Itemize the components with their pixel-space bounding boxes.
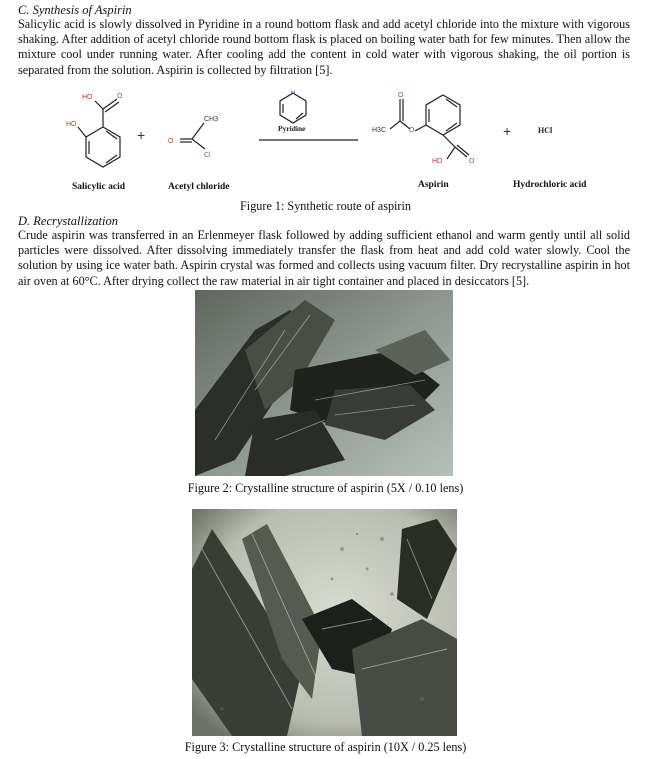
reaction-scheme bbox=[0, 85, 651, 215]
atom-n: N bbox=[291, 91, 296, 97]
atom-ho-bottom: HO bbox=[432, 158, 443, 165]
atom-o-bottom: O bbox=[469, 158, 475, 165]
section-d-paragraph: Crude aspirin was transferred in an Erlenmeyer flask followed by adding sufficient ethanol and warm gently until all solid particles were dissolved. After dissolving immediately transfer the flask from heat and add cold water slowly. Cool the solution by using ice water bath. Aspirin crystal was formed and collects using vacuum filter. Dry recrystalline aspirin in hot air oven at 60°C. After drying collect the raw material in air tight container and placed in desiccators [5]. bbox=[18, 228, 630, 288]
label-salicylic-acid: Salicylic acid bbox=[72, 182, 126, 192]
label-acetyl-chloride: Acetyl chloride bbox=[168, 182, 230, 192]
micrograph-10x bbox=[192, 509, 457, 736]
atom-ch3: CH3 bbox=[204, 116, 219, 123]
acetyl-bond-ch3 bbox=[192, 123, 204, 139]
micrograph-5x bbox=[195, 290, 453, 476]
atom-cl: Cl bbox=[204, 152, 211, 159]
atom-o-ester: O bbox=[409, 127, 415, 134]
atom-o-ester-carbonyl: O bbox=[398, 92, 404, 99]
atom-o-acetyl: O bbox=[168, 138, 174, 145]
figure3-caption: Figure 3: Crystalline structure of aspirin (10X / 0.25 lens) bbox=[184, 740, 467, 754]
reagent-pyridine: Pyridine bbox=[278, 124, 306, 133]
section-c-paragraph: Salicylic acid is slowly dissolved in Pyridine in a round bottom flask and add acetyl chloride into the mixture with vigorous shaking. After addition of acetyl chloride round bottom flask is placed on boiling water bath for few minutes. Then allow the mixture cool under running water. After cooling add the content in cold water with vigorous shaking, the oil portion is separated from the solution. Aspirin is collected by filtration [5]. bbox=[18, 17, 630, 77]
section-d-heading: D. Recrystallization bbox=[18, 214, 118, 228]
plus-sign-2: + bbox=[503, 123, 512, 139]
atom-ho-top: HO bbox=[82, 94, 93, 101]
hcl-formula: HCl bbox=[538, 126, 553, 135]
atom-ho-left: HO bbox=[66, 121, 77, 128]
section-c-heading: C. Synthesis of Aspirin bbox=[18, 3, 132, 17]
label-aspirin: Aspirin bbox=[418, 180, 449, 190]
atom-h3c: H3C bbox=[372, 127, 387, 134]
pyridine-ring bbox=[280, 93, 306, 123]
atom-o-top: O bbox=[117, 93, 123, 100]
label-hydrochloric-acid: Hydrochloric acid bbox=[513, 180, 587, 190]
plus-sign-1: + bbox=[137, 127, 146, 143]
salicylic-ring bbox=[86, 127, 120, 167]
figure2-caption: Figure 2: Crystalline structure of aspirin (5X / 0.10 lens) bbox=[187, 481, 464, 495]
figure1-caption: Figure 1: Synthetic route of aspirin bbox=[240, 199, 411, 213]
aspirin-ring bbox=[426, 95, 460, 135]
